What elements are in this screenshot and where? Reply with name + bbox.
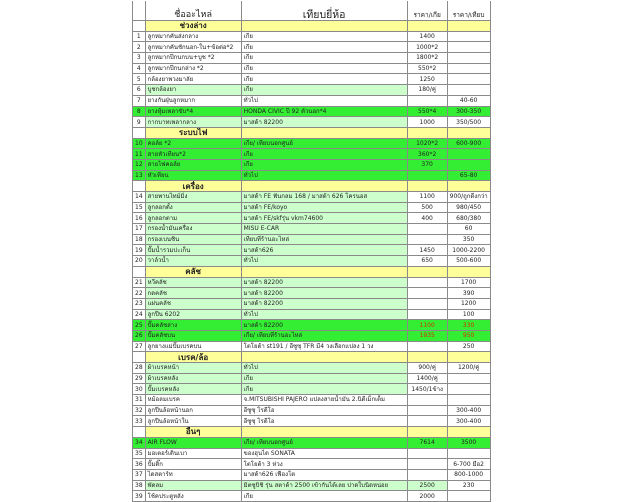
price-kia-cell[interactable] [407, 341, 447, 352]
price-kia-cell[interactable]: 1000 [407, 117, 447, 128]
brand-compare-cell[interactable]: ทั่วไป [241, 256, 407, 267]
brand-compare-cell[interactable]: จ.MITSUBISHI PAJERO แปลงสายน้ำมัน 2.นิดีเม็กเต็ม [241, 395, 407, 406]
table-row [133, 309, 491, 320]
price-compare-cell[interactable]: 980/450 [447, 202, 490, 213]
brand-compare-cell[interactable]: มาสด้า626 เฟืองโต [241, 469, 407, 480]
price-kia-cell[interactable] [407, 277, 447, 288]
table-row [133, 53, 491, 64]
brand-compare-cell[interactable]: เกีย [241, 491, 407, 502]
price-kia-cell[interactable]: 1800*2 [407, 53, 447, 64]
brand-compare-cell[interactable]: โตโยต้า st191 / อีซูซุ TFR มี4 วงเลือกแปลง 1 วง [241, 341, 407, 352]
price-kia-cell[interactable]: 180/คู่ [407, 85, 447, 96]
row-number-cell[interactable]: 22 [133, 288, 146, 299]
brand-compare-cell[interactable]: MISU E-CAR [241, 224, 407, 235]
price-compare-cell[interactable]: 6-700 มือ2 [447, 459, 490, 470]
header-brand-compare[interactable]: เทียบยี่ห้อ [241, 1, 407, 21]
table-row [133, 95, 491, 106]
brand-compare-cell[interactable]: เกีย [241, 384, 407, 395]
row-number-cell[interactable]: 9 [133, 117, 146, 128]
row-number-cell[interactable]: 30 [133, 384, 146, 395]
part-name-cell[interactable]: ปั๊มคลัชบน [145, 330, 241, 341]
section-cell[interactable] [407, 352, 447, 363]
price-compare-cell[interactable] [447, 448, 490, 459]
section-header-row [133, 21, 491, 32]
section-num-cell[interactable] [133, 352, 146, 363]
price-compare-cell[interactable] [447, 31, 490, 42]
row-number-cell[interactable]: 3 [133, 53, 146, 64]
table-row [133, 202, 491, 213]
price-kia-cell[interactable] [407, 224, 447, 235]
price-compare-cell[interactable] [447, 373, 490, 384]
brand-compare-cell[interactable]: มาสด้า 82200 [241, 298, 407, 309]
brand-compare-cell[interactable]: ทั่วไป [241, 170, 407, 181]
price-kia-cell[interactable]: 1400/คู่ [407, 373, 447, 384]
section-num-cell[interactable] [133, 427, 146, 438]
row-number-cell[interactable]: 25 [133, 320, 146, 331]
part-name-cell[interactable]: กรองเบนซิน [145, 234, 241, 245]
row-number-cell[interactable]: 17 [133, 224, 146, 235]
part-name-cell[interactable]: ลูกปืนล้อหน้านอก [145, 405, 241, 416]
table-row [133, 277, 491, 288]
brand-compare-cell[interactable]: โตโยต้า 3 ห่วง [241, 459, 407, 470]
section-label[interactable]: ช่วงล่าง [145, 21, 241, 32]
price-kia-cell[interactable] [407, 469, 447, 480]
price-compare-cell[interactable]: 40-60 [447, 95, 490, 106]
price-compare-cell[interactable]: 500-600 [447, 256, 490, 267]
price-kia-cell[interactable]: 1000*2 [407, 42, 447, 53]
price-kia-cell[interactable]: 550*2 [407, 63, 447, 74]
part-name-cell[interactable]: ปั๊มเบรคหลัง [145, 384, 241, 395]
row-number-cell[interactable]: 33 [133, 416, 146, 427]
row-number-cell[interactable]: 37 [133, 469, 146, 480]
section-label[interactable]: คลัช [145, 266, 241, 277]
part-name-cell[interactable]: สายพานไทม์มิ่ง [145, 192, 241, 203]
brand-compare-cell[interactable]: เกีย [241, 53, 407, 64]
part-name-cell[interactable]: ลูกยางแม่ปั๊มเบรคบน [145, 341, 241, 352]
table-row [133, 459, 491, 470]
brand-compare-cell[interactable]: เกีย [241, 31, 407, 42]
part-name-cell[interactable]: ปั๊มน้ำรวมปะเก็น [145, 245, 241, 256]
brand-compare-cell[interactable]: ทั่วไป [241, 95, 407, 106]
price-compare-cell[interactable]: 350/500 [447, 117, 490, 128]
price-kia-cell[interactable]: 1100 [407, 192, 447, 203]
price-compare-cell[interactable]: 680/380 [447, 213, 490, 224]
part-name-cell[interactable]: ลูกหมากคันชักนอก-ใน+ข้อต่อ*2 [145, 42, 241, 53]
part-name-cell[interactable]: วาล์วน้ำ [145, 256, 241, 267]
price-kia-cell[interactable]: 1250 [407, 74, 447, 85]
row-number-cell[interactable]: 7 [133, 95, 146, 106]
price-compare-cell[interactable]: 300-400 [447, 416, 490, 427]
price-compare-cell[interactable]: 600-900 [447, 138, 490, 149]
brand-compare-cell[interactable]: เกีย [241, 373, 407, 384]
table-row [133, 245, 491, 256]
price-kia-cell[interactable]: 500 [407, 202, 447, 213]
price-kia-cell[interactable] [407, 309, 447, 320]
row-number-cell[interactable]: 38 [133, 480, 146, 491]
row-number-cell[interactable]: 29 [133, 373, 146, 384]
table-row [133, 224, 491, 235]
row-number-cell[interactable]: 36 [133, 459, 146, 470]
brand-compare-cell[interactable]: ทั่วไป [241, 363, 407, 374]
brand-compare-cell[interactable]: มาสด้า FE/koyo [241, 202, 407, 213]
section-header-row [133, 427, 491, 438]
price-compare-cell[interactable]: 390 [447, 288, 490, 299]
row-number-cell[interactable]: 26 [133, 330, 146, 341]
table-row [133, 192, 491, 203]
price-compare-cell[interactable]: 1200/คู่ [447, 363, 490, 374]
part-name-cell[interactable]: ปั๊มติ๊ก [145, 459, 241, 470]
price-kia-cell[interactable] [407, 448, 447, 459]
brand-compare-cell[interactable]: เกีย [241, 159, 407, 170]
price-compare-cell[interactable]: 300-350 [447, 106, 490, 117]
brand-compare-cell[interactable]: เกีย [241, 63, 407, 74]
price-kia-cell[interactable] [407, 416, 447, 427]
brand-compare-cell[interactable]: เกีย/ เทียบที่ร้านอะไหล่ [241, 330, 407, 341]
price-compare-cell[interactable] [447, 491, 490, 502]
table-row [133, 480, 491, 491]
price-kia-cell[interactable]: 370 [407, 159, 447, 170]
brand-compare-cell[interactable]: มาสด้า 82200 [241, 277, 407, 288]
table-row [133, 469, 491, 480]
row-number-cell[interactable]: 21 [133, 277, 146, 288]
parts-price-table [132, 1, 491, 502]
row-number-cell[interactable]: 34 [133, 437, 146, 448]
price-kia-cell[interactable]: 550*4 [407, 106, 447, 117]
section-num-cell[interactable] [133, 21, 146, 32]
section-cell[interactable] [447, 127, 490, 138]
section-cell[interactable] [447, 266, 490, 277]
brand-compare-cell[interactable]: เกีย/ เทียบนอกศูนย์ [241, 138, 407, 149]
table-row [133, 373, 491, 384]
price-kia-cell[interactable]: 2500 [407, 480, 447, 491]
brand-compare-cell[interactable]: HONDA CIVIC ปี 92 ตัวนอก*4 [241, 106, 407, 117]
price-compare-cell[interactable]: 800-1000 [447, 469, 490, 480]
row-number-cell[interactable]: 31 [133, 395, 146, 406]
section-num-cell[interactable] [133, 181, 146, 192]
price-compare-cell[interactable]: 950 [447, 330, 490, 341]
table-row [133, 213, 491, 224]
price-compare-cell[interactable]: 300-400 [447, 405, 490, 416]
price-compare-cell[interactable] [447, 149, 490, 160]
brand-compare-cell[interactable]: ของฮุนได SONATA [241, 448, 407, 459]
price-kia-cell[interactable]: 400 [407, 213, 447, 224]
part-name-cell[interactable]: ลูกปืนล้อหน้าใน [145, 416, 241, 427]
brand-compare-cell[interactable]: มาสด้า FE/skfรุ่น vkm74600 [241, 213, 407, 224]
row-number-cell[interactable]: 35 [133, 448, 146, 459]
row-number-cell[interactable]: 15 [133, 202, 146, 213]
row-number-cell[interactable]: 1 [133, 31, 146, 42]
table-row [133, 170, 491, 181]
price-kia-cell[interactable]: 650 [407, 256, 447, 267]
section-cell[interactable] [241, 352, 407, 363]
section-cell[interactable] [407, 266, 447, 277]
section-cell[interactable] [407, 427, 447, 438]
table-row [133, 330, 491, 341]
section-cell[interactable] [447, 21, 490, 32]
brand-compare-cell[interactable]: มาสด้า 82200 [241, 320, 407, 331]
row-number-cell[interactable]: 20 [133, 256, 146, 267]
brand-compare-cell[interactable]: เกีย [241, 85, 407, 96]
price-kia-cell[interactable]: 1450/1ข้าง [407, 384, 447, 395]
row-number-cell[interactable]: 39 [133, 491, 146, 502]
price-kia-cell[interactable] [407, 459, 447, 470]
brand-compare-cell[interactable]: เทียบที่ร้านอะไหล่ [241, 234, 407, 245]
part-name-cell[interactable]: สายหัวเทียน*2 [145, 149, 241, 160]
row-number-cell[interactable]: 6 [133, 85, 146, 96]
table-row [133, 117, 491, 128]
section-label[interactable]: เครื่อง [145, 181, 241, 192]
row-number-cell[interactable]: 24 [133, 309, 146, 320]
header-num [133, 1, 146, 21]
section-cell[interactable] [407, 21, 447, 32]
part-name-cell[interactable]: แผ่นคลัช [145, 298, 241, 309]
part-name-cell[interactable]: ยางหุ้มเพลาขับ*4 [145, 106, 241, 117]
price-compare-cell[interactable]: 900/ถูกดีงกว่า [447, 192, 490, 203]
section-num-cell[interactable] [133, 127, 146, 138]
part-name-cell[interactable]: โช้คประตูหลัง [145, 491, 241, 502]
price-kia-cell[interactable] [407, 288, 447, 299]
section-label[interactable]: เบรค/ล้อ [145, 352, 241, 363]
price-compare-cell[interactable] [447, 63, 490, 74]
part-name-cell[interactable]: กล้องยาพวงมาลัย [145, 74, 241, 85]
table-row [133, 256, 491, 267]
header-part-name[interactable]: ชื่ออะไหล่ [145, 1, 241, 21]
section-header-row [133, 127, 491, 138]
price-compare-cell[interactable] [447, 74, 490, 85]
table-row [133, 448, 491, 459]
part-name-cell[interactable]: คอล์ย *2 [145, 138, 241, 149]
price-kia-cell[interactable]: 1935 [407, 330, 447, 341]
row-number-cell[interactable]: 23 [133, 298, 146, 309]
row-number-cell[interactable]: 13 [133, 170, 146, 181]
table-row [133, 405, 491, 416]
table-row [133, 437, 491, 448]
section-cell[interactable] [447, 427, 490, 438]
row-number-cell[interactable]: 12 [133, 159, 146, 170]
price-kia-cell[interactable] [407, 95, 447, 106]
part-name-cell[interactable]: สายไฟคอล์ย [145, 159, 241, 170]
section-header-row [133, 352, 491, 363]
brand-compare-cell[interactable]: อีซูซุ โรดีโอ [241, 405, 407, 416]
price-kia-cell[interactable]: 7614 [407, 437, 447, 448]
part-name-cell[interactable]: ปั๊มคลัชล่าง [145, 320, 241, 331]
part-name-cell[interactable]: ลูกหมากปีกนกล่าง *2 [145, 63, 241, 74]
table-row [133, 384, 491, 395]
price-compare-cell[interactable]: 350 [447, 234, 490, 245]
table-row [133, 138, 491, 149]
price-compare-cell[interactable]: 1200 [447, 298, 490, 309]
part-name-cell[interactable]: กรองน้ำมันเครื่อง [145, 224, 241, 235]
table-row [133, 416, 491, 427]
brand-compare-cell[interactable]: มิตซูบิชิ รุ่น สตาด้า 2500 เข้ากันได้เลย ปาดใบนิดหน่อย [241, 480, 407, 491]
price-kia-cell[interactable] [407, 298, 447, 309]
price-compare-cell[interactable]: 230 [447, 480, 490, 491]
row-number-cell[interactable]: 2 [133, 42, 146, 53]
table-row [133, 74, 491, 85]
part-name-cell[interactable]: กดคลัช [145, 288, 241, 299]
price-compare-cell[interactable] [447, 53, 490, 64]
price-compare-cell[interactable]: 1700 [447, 277, 490, 288]
price-kia-cell[interactable]: 1400 [407, 31, 447, 42]
brand-compare-cell[interactable]: เกีย/ เทียบนอกศูนย์ [241, 437, 407, 448]
section-cell[interactable] [407, 127, 447, 138]
price-compare-cell[interactable]: 60 [447, 224, 490, 235]
table-row [133, 42, 491, 53]
row-number-cell[interactable]: 11 [133, 149, 146, 160]
brand-compare-cell[interactable]: มาสด้า FE ฟันกลม 168 / มาสด้า 626 โครนอส [241, 192, 407, 203]
price-kia-cell[interactable] [407, 234, 447, 245]
header-row [133, 1, 491, 21]
table-row [133, 363, 491, 374]
brand-compare-cell[interactable]: อีซูซุ โรดีโอ [241, 416, 407, 427]
table-row [133, 288, 491, 299]
part-name-cell[interactable]: ผ้าเบรคหน้า [145, 363, 241, 374]
brand-compare-cell[interactable]: เกีย [241, 42, 407, 53]
part-name-cell[interactable]: หัวเทียน [145, 170, 241, 181]
section-cell[interactable] [241, 127, 407, 138]
row-number-cell[interactable]: 4 [133, 63, 146, 74]
section-cell[interactable] [241, 427, 407, 438]
brand-compare-cell[interactable]: เกีย [241, 149, 407, 160]
section-cell[interactable] [241, 181, 407, 192]
part-name-cell[interactable]: ลูกลอกตั้ง [145, 202, 241, 213]
section-cell[interactable] [407, 181, 447, 192]
part-name-cell[interactable]: ลูกปืน 6202 [145, 309, 241, 320]
price-compare-cell[interactable] [447, 384, 490, 395]
part-name-cell[interactable]: AIR FLOW [145, 437, 241, 448]
section-header-row [133, 181, 491, 192]
row-number-cell[interactable]: 28 [133, 363, 146, 374]
price-kia-cell[interactable]: 2000 [407, 491, 447, 502]
table-row [133, 159, 491, 170]
price-compare-cell[interactable] [447, 159, 490, 170]
price-kia-cell[interactable]: 1100 [407, 320, 447, 331]
table-row [133, 149, 491, 160]
part-name-cell[interactable]: ยางกันฝุ่นลูกหมาก [145, 95, 241, 106]
price-compare-cell[interactable]: 3500 [447, 437, 490, 448]
part-name-cell[interactable]: พัดลม [145, 480, 241, 491]
table-row [133, 63, 491, 74]
table-row [133, 395, 491, 406]
row-number-cell[interactable]: 19 [133, 245, 146, 256]
price-kia-cell[interactable]: 1450 [407, 245, 447, 256]
table-row [133, 31, 491, 42]
section-num-cell[interactable] [133, 266, 146, 277]
table-row [133, 341, 491, 352]
price-compare-cell[interactable]: 65-80 [447, 170, 490, 181]
header-price-kia[interactable]: ราคา/เกีย [407, 1, 447, 21]
price-kia-cell[interactable] [407, 395, 447, 406]
brand-compare-cell[interactable]: มาสด้า626 [241, 245, 407, 256]
part-name-cell[interactable]: ลูกหมากปีกนกบน+บูช *2 [145, 53, 241, 64]
price-compare-cell[interactable]: 250 [447, 341, 490, 352]
part-name-cell[interactable]: ลูกลอกตาม [145, 213, 241, 224]
price-kia-cell[interactable] [407, 170, 447, 181]
brand-compare-cell[interactable]: มาสด้า 82200 [241, 288, 407, 299]
row-number-cell[interactable]: 32 [133, 405, 146, 416]
part-name-cell[interactable]: กากบาทเพลากลาง [145, 117, 241, 128]
table-row [133, 298, 491, 309]
brand-compare-cell[interactable]: เกีย [241, 74, 407, 85]
brand-compare-cell[interactable]: ทั่วไป [241, 309, 407, 320]
table-row [133, 320, 491, 331]
row-number-cell[interactable]: 16 [133, 213, 146, 224]
price-compare-cell[interactable]: 100 [447, 309, 490, 320]
price-compare-cell[interactable]: 330 [447, 320, 490, 331]
table-row [133, 85, 491, 96]
section-cell[interactable] [241, 21, 407, 32]
row-number-cell[interactable]: 18 [133, 234, 146, 245]
part-name-cell[interactable]: หวีคลัช [145, 277, 241, 288]
section-label[interactable]: ระบบไฟ [145, 127, 241, 138]
row-number-cell[interactable]: 5 [133, 74, 146, 85]
brand-compare-cell[interactable]: มาสด้า 82200 [241, 117, 407, 128]
part-name-cell[interactable]: ไดสตาร์ท [145, 469, 241, 480]
part-name-cell[interactable]: หม้อลมเบรค [145, 395, 241, 406]
section-cell[interactable] [447, 181, 490, 192]
table-row [133, 491, 491, 502]
table-row [133, 106, 491, 117]
part-name-cell[interactable]: มอเตอร์เดินเบา [145, 448, 241, 459]
price-compare-cell[interactable]: 1000-2200 [447, 245, 490, 256]
row-number-cell[interactable]: 27 [133, 341, 146, 352]
row-number-cell[interactable]: 10 [133, 138, 146, 149]
price-kia-cell[interactable]: 1020*2 [407, 138, 447, 149]
price-compare-cell[interactable] [447, 395, 490, 406]
price-compare-cell[interactable] [447, 42, 490, 53]
price-compare-cell[interactable] [447, 85, 490, 96]
part-name-cell[interactable]: บูชกล้องยา [145, 85, 241, 96]
section-cell[interactable] [447, 352, 490, 363]
section-header-row [133, 266, 491, 277]
table-row [133, 234, 491, 245]
price-kia-cell[interactable]: 900/คู่ [407, 363, 447, 374]
part-name-cell[interactable]: ลูกหมากคันส่งกลาง [145, 31, 241, 42]
header-price-compare[interactable]: ราคา/เทียบ [447, 1, 490, 21]
part-name-cell[interactable]: ผ้าเบรคหลัง [145, 373, 241, 384]
price-kia-cell[interactable] [407, 405, 447, 416]
price-kia-cell[interactable]: 360*2 [407, 149, 447, 160]
row-number-cell[interactable]: 8 [133, 106, 146, 117]
section-cell[interactable] [241, 266, 407, 277]
row-number-cell[interactable]: 14 [133, 192, 146, 203]
section-label[interactable]: อื่นๆ [145, 427, 241, 438]
